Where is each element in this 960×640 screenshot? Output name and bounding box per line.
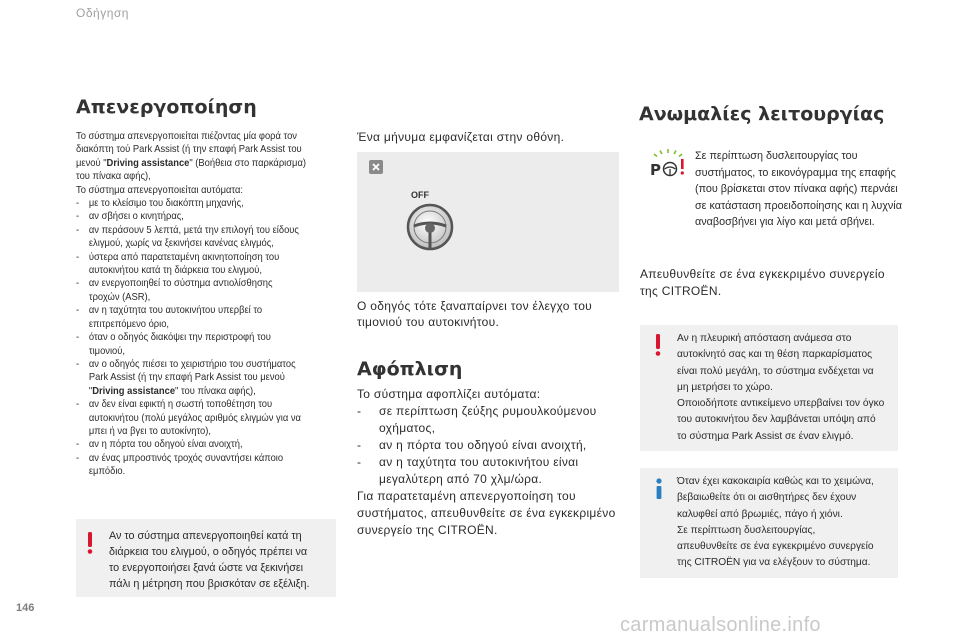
list-item: - αν ενεργοποιηθεί το σύστημα αντιολίσθησης τροχών (ASR), xyxy=(76,277,343,304)
list-item: - αν η ταχύτητα του αυτοκινήτου είναι μεγαλύτερη από 70 χλμ/ώρα. xyxy=(357,454,632,488)
list-item: - αν η πόρτα του οδηγού είναι ανοιχτή, xyxy=(76,438,343,451)
intro-line: Το σύστημα απενεργοποιείται αυτόματα: xyxy=(76,184,244,196)
list-item: - αν περάσουν 5 λεπτά, μετά την επιλογή του είδους ελιγμού, χωρίς να ξεκινήσει κανένας ελιγμός, xyxy=(76,224,343,251)
driving-assistance-label: Driving assistance xyxy=(106,157,190,169)
contact-text: Απευθυνθείτε σε ένα εγκεκριμένο συνεργείο της CITROËN. xyxy=(640,267,885,298)
message-text: Ένα μήνυμα εμφανίζεται στην οθόνη. xyxy=(357,130,565,144)
warning-text: Αν το σύστημα απενεργοποιηθεί κατά τη διάρκεια του ελιγμού, ο οδηγός πρέπει να το ενεργοποιήσει ξανά ώστε να ξεκινήσει πάλι η μέτρηση που βρισκόταν σε εξέλιξη. xyxy=(109,530,310,590)
disarm-body: Το σύστημα αφοπλίζει αυτόματα: - σε περίπτωση ζεύξης ρυμουλκούμενου οχήματος, - αν η πόρτα του οδηγού είναι ανοιχτή, - αν η ταχύτητα του αυτοκινήτου είναι μεγαλύτερη από 70 χλμ/ώρα. Για παρατεταμένη απενεργοποίηση του συστήματος, απευθυνθείτε σε ένα εγκεκριμένο συνεργείο της CITROËN. xyxy=(357,386,632,539)
warning-box-deactivation xyxy=(76,519,336,597)
close-icon xyxy=(369,160,383,174)
section-header: Οδήγηση xyxy=(76,6,129,20)
intro-line: Το σύστημα απενεργοποιείται πιέζοντας μία φορά τον xyxy=(76,131,298,142)
list-item: - αν σβήσει ο κινητήρας, xyxy=(76,210,343,223)
heading-malfunctions: Ανωμαλίες λειτουργίας xyxy=(639,103,885,125)
list-item: - αν δεν είναι εφικτή η σωστή τοποθέτηση του αυτοκινήτου (πολύ μεγάλος αριθμός ελιγμών για να μπει ή να βγει το αυτοκίνητο), xyxy=(76,398,343,438)
list-item: - σε περίπτωση ζεύξης ρυμουλκούμενου οχήματος, xyxy=(357,403,632,437)
off-label: OFF xyxy=(411,190,429,200)
fault-text: Σε περίπτωση δυσλειτουργίας του συστήματος, το εικονόγραμμα της επαφής (που βρίσκεται στον πίνακα αφής) περνάει σε κατάσταση προειδοποίησης και η λυχνία αναβοσβήνει για λίγο και μετά σβήνει. xyxy=(695,150,902,228)
watermark: carmanualsonline.info xyxy=(620,614,821,636)
warning-box-distance xyxy=(640,325,898,451)
list-item: - αν ένας μπροστινός τροχός συναντήσει κάποιο εμπόδιο. xyxy=(76,452,343,479)
heading-deactivation: Απενεργοποίηση xyxy=(76,96,257,118)
intro-line: του πίνακα αφής), xyxy=(76,171,151,183)
exclamation-icon xyxy=(652,333,664,357)
svg-text:P: P xyxy=(650,161,661,179)
after-screen-text: Ο οδηγός τότε ξαναπαίρνει τον έλεγχο του τιμονιού του αυτοκινήτου. xyxy=(357,299,593,329)
screen-illustration xyxy=(357,152,619,292)
left-body xyxy=(76,130,343,479)
list-item: - αν η πόρτα του οδηγού είναι ανοιχτή, xyxy=(357,437,632,454)
list-item: - ύστερα από παρατεταμένη ακινητοποίηση του αυτοκινήτου κατά τη διάρκεια του ελιγμού, xyxy=(76,251,343,278)
list-item: - με το κλείσιμο του διακόπτη μηχανής, xyxy=(76,197,343,210)
info-box-weather xyxy=(640,468,898,578)
list-item: - αν η ταχύτητα του αυτοκινήτου υπερβεί το επιτρεπόμενο όριο, xyxy=(76,304,343,331)
info-text: Όταν έχει κακοκαιρία καθώς και το χειμώνα, βεβαιωθείτε ότι οι αισθητήρες δεν έχουν καλυφθεί από βρωμιές, πάγο ή χιόνι. Σε περίπτωση δυσλειτουργίας, απευθυνθείτε σε ένα εγκεκριμένο συνεργείο της CITROËN για να ελέγξουν το σύστημα. xyxy=(677,476,874,569)
heading-disarm: Αφόπλιση xyxy=(357,358,463,380)
warning-distance-text: Αν η πλευρική απόσταση ανάμεσα στο αυτοκίνητό σας και τη θέση παρκαρίσματος είναι πολύ μεγάλη, το σύστημα ενδέχεται να μη μετρήσει το χώρο. Οποιοδήποτε αντικείμενο υπερβαίνει τον όγκο του αυτοκινήτου δεν λαμβάνεται υπόψη από το σύστημα Park Assist σε έναν ελιγμό. xyxy=(677,333,885,442)
info-icon xyxy=(654,478,664,500)
park-assist-fault-icon xyxy=(648,148,688,182)
list-item: - αν ο οδηγός πιέσει το χειριστήριο του συστήματος Park Assist (ή την επαφή Park Assist του μενού "Driving assistance" του πίνακα αφής), xyxy=(76,358,343,398)
page-number: 146 xyxy=(16,602,35,614)
steering-wheel-icon xyxy=(405,202,455,252)
exclamation-icon xyxy=(84,531,96,555)
intro-line: διακόπτη τού Park Assist (ή την επαφή Park Assist του xyxy=(76,144,302,156)
list-item: - όταν ο οδηγός διακόψει την περιστροφή του τιμονιού, xyxy=(76,331,343,358)
menu-line: μενού "Driving assistance" (Βοήθεια στο παρκάρισμα) xyxy=(76,157,306,169)
